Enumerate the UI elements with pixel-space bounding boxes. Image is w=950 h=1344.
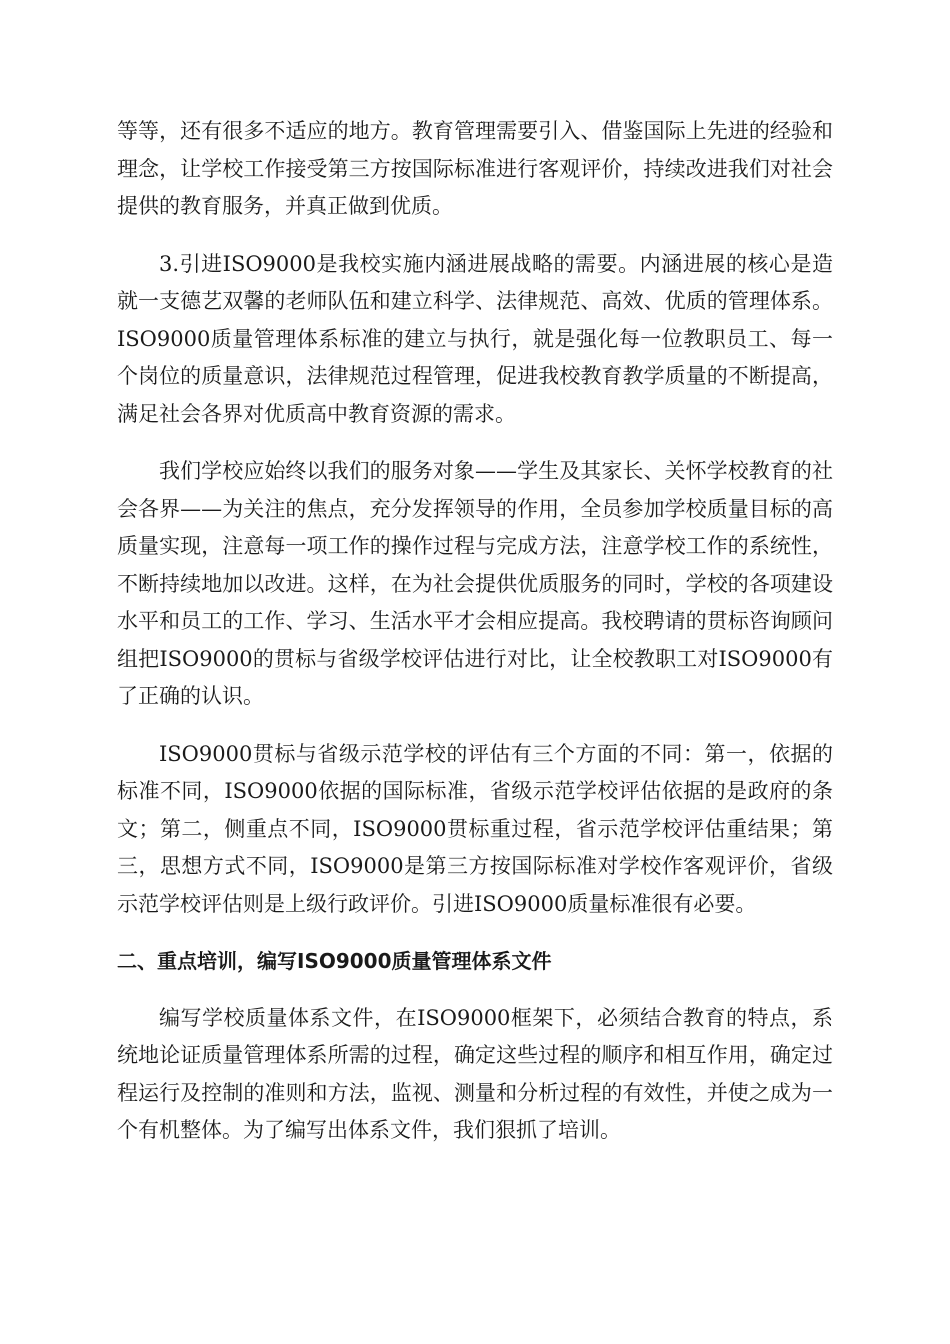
paragraph-service-focus: 我们学校应始终以我们的服务对象——学生及其家长、关怀学校教育的社会各界——为关注的焦点，充分发挥领导的作用，全员参加学校质量目标的高质量实现，注意每一项工作的操作过程与完成方法，注意学校工作的系统性，不断持续地加以改进。这样，在为社会提供优质服务的同时，学校的各项建设水平和员工的工作、学习、生活水平才会相应提高。我校聘请的贯标咨询顾问组把ISO9000的贯标与省级学校评估进行对比，让全校教职工对ISO9000有了正确的认识。 xyxy=(117,459,833,708)
paragraph-differences: ISO9000贯标与省级示范学校的评估有三个方面的不同：第一，依据的标准不同，ISO9000依据的国际标准，省级示范学校评估依据的是政府的条文；第二，侧重点不同，ISO9000贯标重过程，省示范学校评估重结果；第三，思想方式不同，ISO9000是第三方按国际标准对学校作客观评价，省级示范学校评估则是上级行政评价。引进ISO9000质量标准很有必要。 xyxy=(117,741,833,916)
section-heading: 二、重点培训，编写ISO9000质量管理体系文件 xyxy=(117,949,552,973)
paragraph-training: 编写学校质量体系文件，在ISO9000框架下，必须结合教育的特点，系统地论证质量管理体系所需的过程，确定这些过程的顺序和相互作用，确定过程运行及控制的准则和方法，监视、测量和分析过程的有效性，并使之成为一个有机整体。为了编写出体系文件，我们狠抓了培训。 xyxy=(117,1005,833,1142)
paragraph-point-3: 3.引进ISO9000是我校实施内涵进展战略的需要。内涵进展的核心是造就一支德艺双馨的老师队伍和建立科学、法律规范、高效、优质的管理体系。ISO9000质量管理体系标准的建立与执行，就是强化每一位教职员工、每一个岗位的质量意识，法律规范过程管理，促进我校教育教学质量的不断提高，满足社会各界对优质高中教育资源的需求。 xyxy=(117,251,833,426)
paragraph-continuation: 等等，还有很多不适应的地方。教育管理需要引入、借鉴国际上先进的经验和理念，让学校工作接受第三方按国际标准进行客观评价，持续改进我们对社会提供的教育服务，并真正做到优质。 xyxy=(117,119,833,218)
document-body xyxy=(117,113,833,1170)
